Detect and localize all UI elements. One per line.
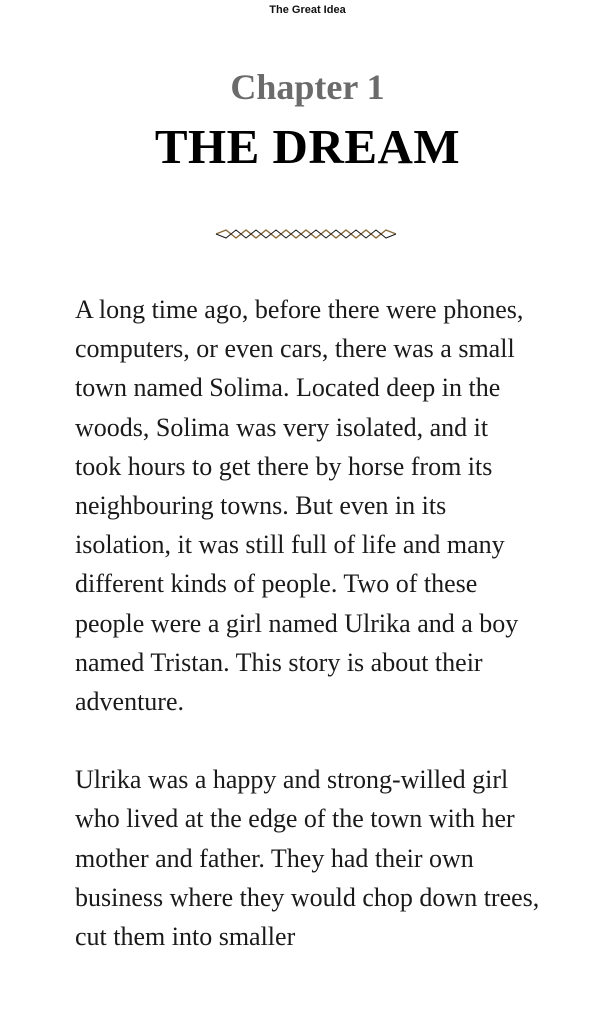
chapter-label: Chapter 1 xyxy=(230,67,385,107)
chapter-body xyxy=(75,290,540,995)
paragraph: Ulrika was a happy and strong-willed girl who lived at the edge of the town with her mother and father. They had their own business where they would chop down trees, cut them into smaller xyxy=(75,765,540,952)
chapter-title: THE DREAM xyxy=(154,119,461,174)
decorative-flourish-icon xyxy=(214,225,398,243)
book-title: The Great Idea xyxy=(269,4,346,16)
paragraph: A long time ago, before there were phones, computers, or even cars, there was a small town named Solima. Located deep in the woods, Solima was very isolated, and it took hours to get there by horse from its neighbouring towns. But even in its isolation, it was still full of life and many different kinds of people. Two of these people were a girl named Ulrika and a boy named Tristan. This story is about their adventure. xyxy=(75,295,524,717)
